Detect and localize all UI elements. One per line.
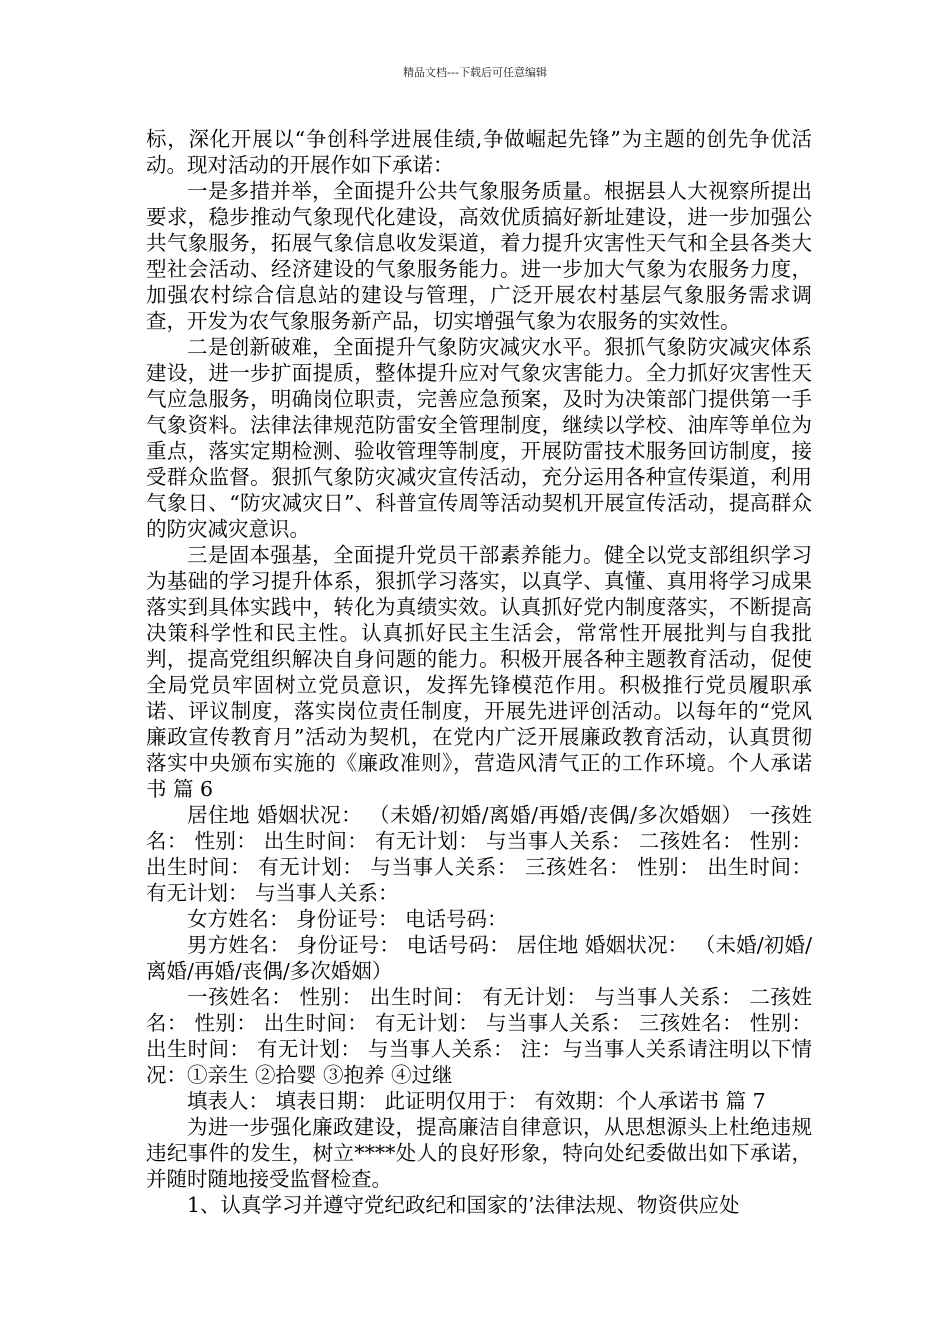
paragraph-point-1: 一是多措并举，全面提升公共气象服务质量。根据县人大视察所提出要求，稳步推动气象现代化建设，高效优质搞好新址建设，进一步加强公共气象服务，拓展气象信息收发渠道，着力提升灾害性天气和全县各类大型社会活动、经济建设的气象服务能力。进一步加大气象为农服务力度，加强农村综合信息站的建设与管理，广泛开展农村基层气象服务需求调查，开发为农气象服务新产品，切实增强气象为农服务的实效性。	[146, 179, 812, 333]
paragraph-intro: 标，深化开展以“争创科学进展佳绩,争做崛起先锋”为主题的创先争优活动。现对活动的开展作如下承诺：	[146, 127, 812, 177]
paragraph-form-female: 女方姓名： 身份证号： 电话号码：	[187, 907, 508, 931]
paragraph-pledge-item-1: 1、认真学习并遵守党纪政纪和国家的’法律法规、物资供应处	[187, 1193, 740, 1217]
paragraph-pledge-intro: 为进一步强化廉政建设，提高廉洁自律意识，从思想源头上杜绝违规违纪事件的发生，树立****处人的良好形象，特向处纪委做出如下承诺，并随时随地接受监督检查。	[146, 1115, 812, 1191]
paragraph-point-3: 三是固本强基，全面提升党员干部素养能力。健全以党支部组织学习为基础的学习提升体系，狠抓学习落实，以真学、真懂、真用将学习成果落实到具体实践中，转化为真绩实效。认真抓好党内制度落实，不断提高决策科学性和民主性。认真抓好民主生活会，常常性开展批判与自我批判，提高党组织解决自身问题的能力。积极开展各种主题教育活动，促使全局党员牢固树立党员意识，发挥先锋模范作用。积极推行党员履职承诺、评议制度，落实岗位责任制度，开展先进评创活动。以每年的“党风廉政宣传教育月”活动为契机，在党内广泛开展廉政教育活动，认真贯彻落实中央颁布实施的《廉政准则》，营造风清气正的工作环境。个人承诺书 篇 6	[146, 543, 812, 801]
paragraph-point-2: 二是创新破难，全面提升气象防灾减灾水平。狠抓气象防灾减灾体系建设，进一步扩面提质，整体提升应对气象灾害能力。全力抓好灾害性天气应急服务，明确岗位职责，完善应急预案，及时为决策部门提供第一手气象资料。法律法律规范防雷安全管理制度，继续以学校、油库等单位为重点，落实定期检测、验收管理等制度，开展防雷技术服务回访制度，接受群众监督。狠抓气象防灾减灾宣传活动，充分运用各种宣传渠道，利用气象日、“防灾减灾日”、科普宣传周等活动契机开展宣传活动，提高群众的防灾减灾意识。	[146, 335, 812, 541]
page-header: 精品文档---下载后可任意编辑	[403, 66, 547, 79]
paragraph-form-residence: 居住地 婚姻状况： （未婚/初婚/离婚/再婚/丧偶/多次婚姻） 一孩姓名： 性别： 出生时间： 有无计划： 与当事人关系： 二孩姓名： 性别： 出生时间： 有无计划： 与当事人关系： 三孩姓名： 性别： 出生时间： 有无计划： 与当事人关系：	[146, 803, 812, 905]
paragraph-form-male: 男方姓名： 身份证号： 电话号码： 居住地 婚姻状况： （未婚/初婚/离婚/再婚/丧偶/多次婚姻）	[146, 933, 812, 983]
paragraph-form-children: 一孩姓名： 性别： 出生时间： 有无计划： 与当事人关系： 二孩姓名： 性别： 出生时间： 有无计划： 与当事人关系： 三孩姓名： 性别： 出生时间： 有无计划： 与当事人关系： 注：与当事人关系请注明以下情况：①亲生 ②拾婴 ③抱养 ④过继	[146, 985, 812, 1087]
paragraph-form-filler: 填表人： 填表日期： 此证明仅用于： 有效期：个人承诺书 篇 7	[187, 1089, 766, 1113]
document-body	[146, 126, 812, 1218]
